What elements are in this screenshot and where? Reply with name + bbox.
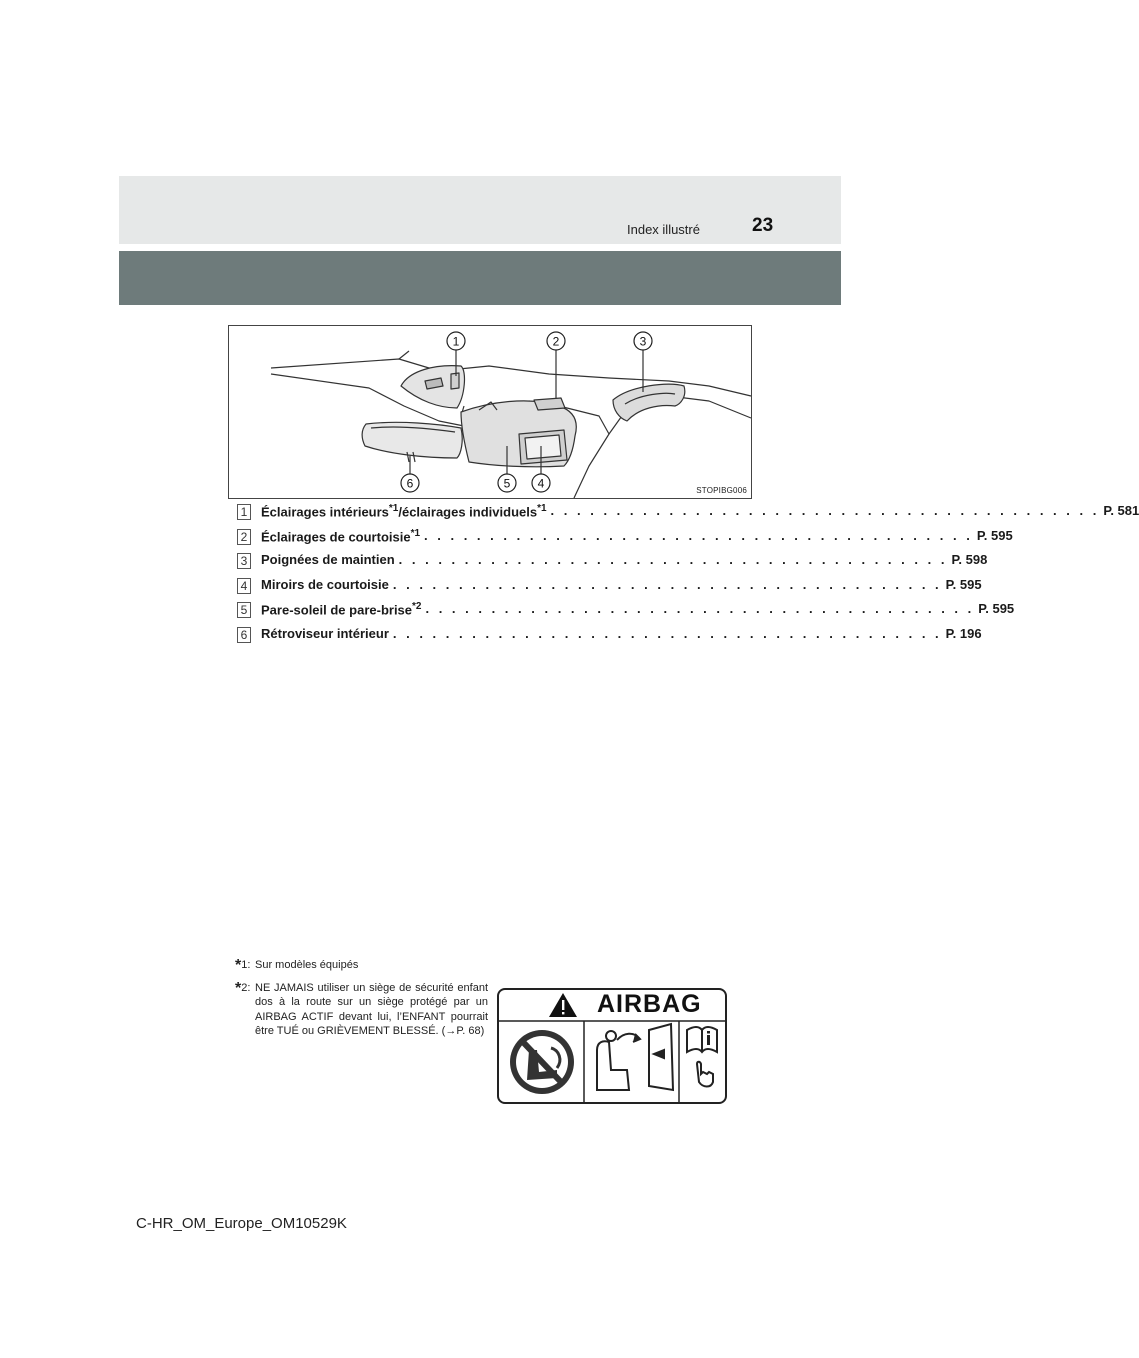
airbag-warning-label (497, 988, 727, 1104)
item-number: 3 (237, 553, 251, 569)
header-band (119, 251, 841, 305)
item-label: Éclairages intérieurs$^{*1}$/éclairages individuels$^{*1}$ (261, 503, 547, 520)
page-reference[interactable]: P. 595 (976, 527, 1013, 543)
footnote-ref: *2 (412, 601, 422, 612)
leader-dots: . . . . . . . . . . . . . . . . . . . . . . . . . . . . . . . . . . . . . . . . . . (425, 601, 975, 616)
item-label: Miroirs de courtoisie (261, 576, 389, 592)
item-text (261, 527, 1013, 544)
index-item[interactable] (237, 625, 982, 651)
index-item[interactable] (237, 527, 1013, 553)
footnote-text: Sur modèles équipés (255, 959, 359, 971)
index-item[interactable] (237, 552, 988, 577)
index-list (237, 503, 1139, 650)
item-text (261, 601, 1015, 618)
interior-illustration (228, 325, 752, 499)
leader-dots: . . . . . . . . . . . . . . . . . . . . . . . . . . . . . . . . . . . . . . . . . . (550, 503, 1100, 518)
page-reference[interactable]: P. 595 (978, 601, 1015, 616)
page-reference[interactable]: P. 196 (945, 625, 982, 641)
footnote-1 (235, 958, 488, 973)
leader-dots: . . . . . . . . . . . . . . . . . . . . . . . . . . . . . . . . . . . . . . . . . . (392, 625, 942, 641)
callout-3: 3 (639, 334, 647, 349)
footnote-mark: *2: (235, 979, 251, 997)
item-number: 1 (237, 504, 251, 520)
document-code: C-HR_OM_Europe_OM10529K (136, 1215, 347, 1232)
item-text (261, 503, 1139, 520)
leader-dots: . . . . . . . . . . . . . . . . . . . . . . . . . . . . . . . . . . . . . . . . . . (424, 527, 973, 543)
ceiling-drawing (229, 326, 751, 498)
footnote-2 (235, 981, 488, 1039)
footnotes (235, 958, 488, 1047)
callout-6: 6 (406, 476, 414, 491)
item-text (261, 552, 988, 567)
item-number: 4 (237, 578, 251, 594)
callout-2: 2 (552, 334, 560, 349)
footnote-ref: *1 (388, 503, 399, 514)
page-reference[interactable]: P. 595 (945, 576, 982, 592)
callout-4: 4 (537, 476, 545, 491)
footnote-ref: *1 (537, 503, 547, 514)
airbag-title: AIRBAG (597, 990, 702, 1018)
seat-airbag-deploy-icon (597, 1024, 673, 1090)
header-bar (119, 176, 841, 244)
footnote-mark: *1: (235, 957, 251, 974)
item-number: 5 (237, 602, 251, 618)
leader-dots: . . . . . . . . . . . . . . . . . . . . . . . . . . . . . . . . . . . . . . . . . . (392, 576, 942, 592)
index-item[interactable] (237, 576, 982, 602)
page-reference[interactable]: P. 598 (951, 552, 988, 567)
item-label: Rétroviseur intérieur (261, 625, 389, 641)
callout-1: 1 (452, 334, 460, 349)
item-label: Éclairages de courtoisie$^{*1}$ (261, 527, 421, 544)
section-title: Index illustré (627, 222, 700, 237)
item-number: 6 (237, 627, 251, 643)
figure-code: STOPIBG006 (696, 486, 747, 495)
item-text (261, 625, 982, 641)
item-text (261, 576, 982, 592)
footnote-text: NE JAMAIS utiliser un siège de sécurité enfant dos à la route sur un siège protégé par un AIRBAG ACTIF devant lui, l’ENFANT pourrait être TUÉ ou GRIÈVEMENT BLESSÉ. (→P. 68) (255, 981, 488, 1037)
item-label: Pare-soleil de pare-brise$^{*2}$ (261, 601, 422, 618)
item-number: 2 (237, 529, 251, 545)
page-reference[interactable]: P. 581 (1103, 503, 1139, 518)
no-child-seat-icon (510, 1030, 574, 1094)
index-item[interactable] (237, 503, 1139, 528)
callout-5: 5 (503, 476, 511, 491)
item-label: Poignées de maintien (261, 552, 395, 567)
leader-dots: . . . . . . . . . . . . . . . . . . . . . . . . . . . . . . . . . . . . . . . . . . (398, 552, 948, 567)
footnote-ref: *1 (410, 527, 421, 539)
warning-triangle-icon (549, 993, 577, 1017)
index-item[interactable] (237, 601, 1015, 626)
page-number: 23 (752, 215, 774, 236)
manual-info-icon (687, 1027, 717, 1087)
